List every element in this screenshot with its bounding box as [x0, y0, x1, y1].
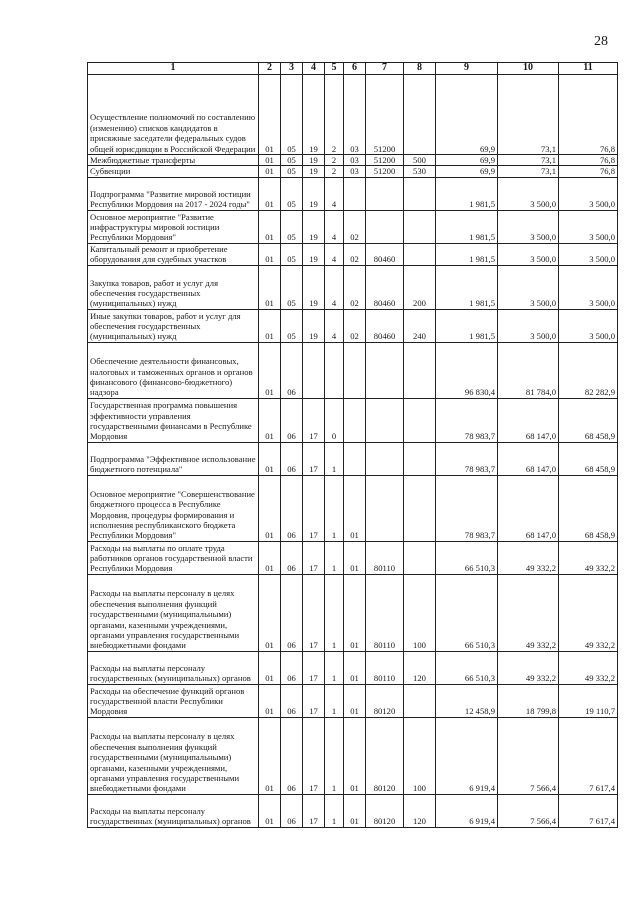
cell-col-7: 80460 — [366, 309, 404, 342]
cell-col-9: 78 983,7 — [436, 475, 498, 541]
cell-col-7: 51200 — [366, 75, 404, 155]
cell-col-9: 78 983,7 — [436, 398, 498, 442]
table-row — [88, 541, 618, 574]
cell-col-4: 19 — [303, 177, 325, 210]
cell-col-3: 06 — [281, 717, 303, 794]
cell-col-4: 19 — [303, 309, 325, 342]
cell-col-7: 80110 — [366, 651, 404, 684]
cell-col-8 — [404, 243, 436, 265]
cell-col-11: 49 332,2 — [559, 651, 618, 684]
row-name-cell: Закупка товаров, работ и услуг для обеспечения государственных (муниципальных) нужд — [88, 265, 259, 309]
cell-col-11: 49 332,2 — [559, 574, 618, 651]
cell-col-11: 3 500,0 — [559, 210, 618, 243]
cell-col-4: 19 — [303, 265, 325, 309]
cell-col-3: 05 — [281, 265, 303, 309]
cell-col-6: 01 — [344, 717, 366, 794]
cell-col-5: 1 — [325, 442, 344, 475]
cell-col-4 — [303, 342, 325, 398]
column-header-1: 1 — [88, 63, 259, 75]
cell-col-2: 01 — [259, 651, 281, 684]
table-row — [88, 177, 618, 210]
cell-col-4: 19 — [303, 243, 325, 265]
cell-col-6: 03 — [344, 75, 366, 155]
cell-col-5: 1 — [325, 574, 344, 651]
cell-col-4: 17 — [303, 684, 325, 717]
row-name-cell: Расходы на выплаты персоналу государственных (муниципальных) органов — [88, 794, 259, 827]
cell-col-8: 500 — [404, 155, 436, 166]
cell-col-8: 530 — [404, 166, 436, 177]
cell-col-5: 1 — [325, 475, 344, 541]
cell-col-7: 80110 — [366, 541, 404, 574]
cell-col-7: 80110 — [366, 574, 404, 651]
cell-col-7: 51200 — [366, 155, 404, 166]
cell-col-8: 120 — [404, 651, 436, 684]
cell-col-2: 01 — [259, 794, 281, 827]
cell-col-11: 76,8 — [559, 75, 618, 155]
cell-col-3: 05 — [281, 210, 303, 243]
cell-col-2: 01 — [259, 210, 281, 243]
column-header-4: 4 — [303, 63, 325, 75]
cell-col-5: 2 — [325, 75, 344, 155]
row-name-cell: Расходы на выплаты персоналу в целях обеспечения выполнения функций государственными (муниципальными) органами, казенными учреждениями, органами управления государственными внебюджетными фондами — [88, 717, 259, 794]
cell-col-7: 80460 — [366, 243, 404, 265]
cell-col-9: 1 981,5 — [436, 265, 498, 309]
cell-col-8 — [404, 684, 436, 717]
cell-col-6: 02 — [344, 265, 366, 309]
cell-col-5: 1 — [325, 717, 344, 794]
row-name-cell: Расходы на выплаты персоналу в целях обеспечения выполнения функций государственными (муниципальными) органами, казенными учреждениями, органами управления государственными внебюджетными фондами — [88, 574, 259, 651]
row-name-cell: Расходы на обеспечение функций органов государственной власти Республики Мордовия — [88, 684, 259, 717]
cell-col-7 — [366, 398, 404, 442]
cell-col-10: 49 332,2 — [498, 574, 559, 651]
cell-col-6: 01 — [344, 651, 366, 684]
cell-col-6: 02 — [344, 210, 366, 243]
cell-col-11: 3 500,0 — [559, 309, 618, 342]
cell-col-2: 01 — [259, 398, 281, 442]
table-row — [88, 684, 618, 717]
cell-col-11: 49 332,2 — [559, 541, 618, 574]
cell-col-2: 01 — [259, 475, 281, 541]
cell-col-11: 76,8 — [559, 166, 618, 177]
row-name-cell: Расходы на выплаты по оплате труда работников органов государственной власти Республики Мордовия — [88, 541, 259, 574]
cell-col-9: 1 981,5 — [436, 177, 498, 210]
cell-col-10: 3 500,0 — [498, 210, 559, 243]
cell-col-8: 240 — [404, 309, 436, 342]
cell-col-4: 17 — [303, 398, 325, 442]
cell-col-3: 06 — [281, 541, 303, 574]
cell-col-5: 0 — [325, 398, 344, 442]
column-header-6: 6 — [344, 63, 366, 75]
table-row — [88, 794, 618, 827]
row-name-cell: Обеспечение деятельности финансовых, налоговых и таможенных органов и органов финансового (финансово-бюджетного) надзора — [88, 342, 259, 398]
cell-col-7 — [366, 442, 404, 475]
cell-col-9: 6 919,4 — [436, 717, 498, 794]
cell-col-7: 51200 — [366, 166, 404, 177]
table-row — [88, 75, 618, 155]
cell-col-2: 01 — [259, 541, 281, 574]
cell-col-7 — [366, 177, 404, 210]
cell-col-8 — [404, 475, 436, 541]
row-name-cell: Субвенции — [88, 166, 259, 177]
cell-col-3: 06 — [281, 651, 303, 684]
cell-col-11: 7 617,4 — [559, 717, 618, 794]
row-name-cell: Иные закупки товаров, работ и услуг для обеспечения государственных (муниципальных) нужд — [88, 309, 259, 342]
cell-col-4: 17 — [303, 794, 325, 827]
cell-col-11: 7 617,4 — [559, 794, 618, 827]
cell-col-11: 68 458,9 — [559, 398, 618, 442]
table-row — [88, 574, 618, 651]
cell-col-2: 01 — [259, 243, 281, 265]
cell-col-6: 01 — [344, 574, 366, 651]
row-name-cell: Подпрограмма "Эффективное использование бюджетного потенциала" — [88, 442, 259, 475]
cell-col-8 — [404, 442, 436, 475]
cell-col-9: 66 510,3 — [436, 651, 498, 684]
cell-col-3: 05 — [281, 177, 303, 210]
cell-col-10: 3 500,0 — [498, 309, 559, 342]
cell-col-7: 80460 — [366, 265, 404, 309]
cell-col-10: 68 147,0 — [498, 398, 559, 442]
table-row — [88, 475, 618, 541]
cell-col-4: 17 — [303, 651, 325, 684]
row-name-cell: Подпрограмма "Развитие мировой юстиции Республики Мордовия на 2017 - 2024 годы" — [88, 177, 259, 210]
cell-col-6: 01 — [344, 475, 366, 541]
cell-col-5: 1 — [325, 794, 344, 827]
cell-col-6 — [344, 398, 366, 442]
cell-col-3: 06 — [281, 794, 303, 827]
column-header-5: 5 — [325, 63, 344, 75]
cell-col-4: 17 — [303, 541, 325, 574]
cell-col-10: 3 500,0 — [498, 265, 559, 309]
table-row — [88, 265, 618, 309]
table-row — [88, 342, 618, 398]
column-header-10: 10 — [498, 63, 559, 75]
cell-col-7 — [366, 475, 404, 541]
cell-col-6 — [344, 342, 366, 398]
cell-col-7: 80120 — [366, 684, 404, 717]
cell-col-7 — [366, 342, 404, 398]
cell-col-4: 19 — [303, 75, 325, 155]
cell-col-9: 1 981,5 — [436, 210, 498, 243]
cell-col-7 — [366, 210, 404, 243]
cell-col-11: 68 458,9 — [559, 442, 618, 475]
cell-col-5: 4 — [325, 265, 344, 309]
cell-col-10: 7 566,4 — [498, 794, 559, 827]
cell-col-7: 80120 — [366, 794, 404, 827]
cell-col-5: 2 — [325, 155, 344, 166]
cell-col-4: 17 — [303, 717, 325, 794]
cell-col-2: 01 — [259, 442, 281, 475]
cell-col-9: 66 510,3 — [436, 574, 498, 651]
cell-col-7: 80120 — [366, 717, 404, 794]
cell-col-6 — [344, 177, 366, 210]
budget-table — [87, 62, 618, 828]
page-number: 28 — [594, 34, 608, 49]
table-row — [88, 398, 618, 442]
cell-col-6: 01 — [344, 541, 366, 574]
cell-col-10: 68 147,0 — [498, 475, 559, 541]
cell-col-2: 01 — [259, 166, 281, 177]
cell-col-5: 1 — [325, 651, 344, 684]
cell-col-10: 3 500,0 — [498, 177, 559, 210]
cell-col-2: 01 — [259, 574, 281, 651]
table-header-row — [88, 63, 618, 75]
cell-col-3: 06 — [281, 684, 303, 717]
cell-col-8: 120 — [404, 794, 436, 827]
cell-col-3: 05 — [281, 75, 303, 155]
cell-col-4: 17 — [303, 442, 325, 475]
cell-col-6: 02 — [344, 309, 366, 342]
cell-col-8 — [404, 398, 436, 442]
cell-col-8 — [404, 342, 436, 398]
cell-col-2: 01 — [259, 177, 281, 210]
cell-col-5: 4 — [325, 177, 344, 210]
table-row — [88, 210, 618, 243]
cell-col-4: 17 — [303, 574, 325, 651]
cell-col-10: 7 566,4 — [498, 717, 559, 794]
cell-col-3: 06 — [281, 475, 303, 541]
cell-col-6 — [344, 442, 366, 475]
cell-col-4: 19 — [303, 210, 325, 243]
column-header-9: 9 — [436, 63, 498, 75]
cell-col-11: 3 500,0 — [559, 243, 618, 265]
cell-col-8: 100 — [404, 717, 436, 794]
cell-col-8 — [404, 210, 436, 243]
cell-col-10: 73,1 — [498, 155, 559, 166]
cell-col-11: 76,8 — [559, 155, 618, 166]
cell-col-10: 49 332,2 — [498, 541, 559, 574]
cell-col-3: 05 — [281, 166, 303, 177]
cell-col-3: 05 — [281, 309, 303, 342]
cell-col-10: 49 332,2 — [498, 651, 559, 684]
cell-col-9: 1 981,5 — [436, 309, 498, 342]
cell-col-10: 18 799,8 — [498, 684, 559, 717]
cell-col-4: 17 — [303, 475, 325, 541]
row-name-cell: Капитальный ремонт и приобретение оборудования для судебных участков — [88, 243, 259, 265]
cell-col-2: 01 — [259, 75, 281, 155]
cell-col-4: 19 — [303, 166, 325, 177]
column-header-7: 7 — [366, 63, 404, 75]
cell-col-5: 4 — [325, 210, 344, 243]
cell-col-9: 66 510,3 — [436, 541, 498, 574]
cell-col-4: 19 — [303, 155, 325, 166]
cell-col-5 — [325, 342, 344, 398]
table-row — [88, 166, 618, 177]
row-name-cell: Основное мероприятие "Развитие инфраструктуры мировой юстиции Республики Мордовия" — [88, 210, 259, 243]
cell-col-3: 06 — [281, 574, 303, 651]
cell-col-5: 4 — [325, 243, 344, 265]
cell-col-6: 02 — [344, 243, 366, 265]
row-name-cell: Государственная программа повышения эффективности управления государственными финансами в Республике Мордовия — [88, 398, 259, 442]
column-header-8: 8 — [404, 63, 436, 75]
cell-col-2: 01 — [259, 684, 281, 717]
cell-col-8 — [404, 541, 436, 574]
table-row — [88, 651, 618, 684]
cell-col-11: 82 282,9 — [559, 342, 618, 398]
table-body — [88, 75, 618, 828]
cell-col-8: 100 — [404, 574, 436, 651]
cell-col-5: 4 — [325, 309, 344, 342]
column-header-2: 2 — [259, 63, 281, 75]
cell-col-6: 01 — [344, 794, 366, 827]
cell-col-2: 01 — [259, 155, 281, 166]
cell-col-11: 3 500,0 — [559, 265, 618, 309]
cell-col-3: 05 — [281, 243, 303, 265]
cell-col-9: 78 983,7 — [436, 442, 498, 475]
cell-col-3: 06 — [281, 398, 303, 442]
table-row — [88, 155, 618, 166]
cell-col-8 — [404, 75, 436, 155]
cell-col-10: 73,1 — [498, 75, 559, 155]
table-row — [88, 442, 618, 475]
cell-col-5: 1 — [325, 684, 344, 717]
cell-col-2: 01 — [259, 265, 281, 309]
cell-col-10: 68 147,0 — [498, 442, 559, 475]
cell-col-10: 81 784,0 — [498, 342, 559, 398]
cell-col-2: 01 — [259, 342, 281, 398]
cell-col-6: 03 — [344, 155, 366, 166]
cell-col-5: 2 — [325, 166, 344, 177]
row-name-cell: Межбюджетные трансферты — [88, 155, 259, 166]
cell-col-11: 19 110,7 — [559, 684, 618, 717]
cell-col-9: 69,9 — [436, 166, 498, 177]
row-name-cell: Осуществление полномочий по составлению (изменению) списков кандидатов в присяжные заседатели федеральных судов общей юрисдикции в Российской Федерации — [88, 75, 259, 155]
cell-col-9: 69,9 — [436, 155, 498, 166]
cell-col-9: 69,9 — [436, 75, 498, 155]
cell-col-9: 1 981,5 — [436, 243, 498, 265]
cell-col-6: 01 — [344, 684, 366, 717]
column-header-3: 3 — [281, 63, 303, 75]
cell-col-3: 05 — [281, 155, 303, 166]
cell-col-3: 06 — [281, 442, 303, 475]
cell-col-3: 06 — [281, 342, 303, 398]
cell-col-2: 01 — [259, 309, 281, 342]
cell-col-2: 01 — [259, 717, 281, 794]
cell-col-10: 3 500,0 — [498, 243, 559, 265]
row-name-cell: Расходы на выплаты персоналу государственных (муниципальных) органов — [88, 651, 259, 684]
cell-col-8 — [404, 177, 436, 210]
cell-col-5: 1 — [325, 541, 344, 574]
cell-col-11: 3 500,0 — [559, 177, 618, 210]
cell-col-9: 96 830,4 — [436, 342, 498, 398]
cell-col-6: 03 — [344, 166, 366, 177]
table-row — [88, 717, 618, 794]
cell-col-8: 200 — [404, 265, 436, 309]
cell-col-10: 73,1 — [498, 166, 559, 177]
table-row — [88, 243, 618, 265]
cell-col-11: 68 458,9 — [559, 475, 618, 541]
cell-col-9: 6 919,4 — [436, 794, 498, 827]
table-row — [88, 309, 618, 342]
cell-col-9: 12 458,9 — [436, 684, 498, 717]
column-header-11: 11 — [559, 63, 618, 75]
row-name-cell: Основное мероприятие "Совершенствование бюджетного процесса в Республике Мордовия, процедуры формирования и исполнения республиканского бюджета Республики Мордовия" — [88, 475, 259, 541]
